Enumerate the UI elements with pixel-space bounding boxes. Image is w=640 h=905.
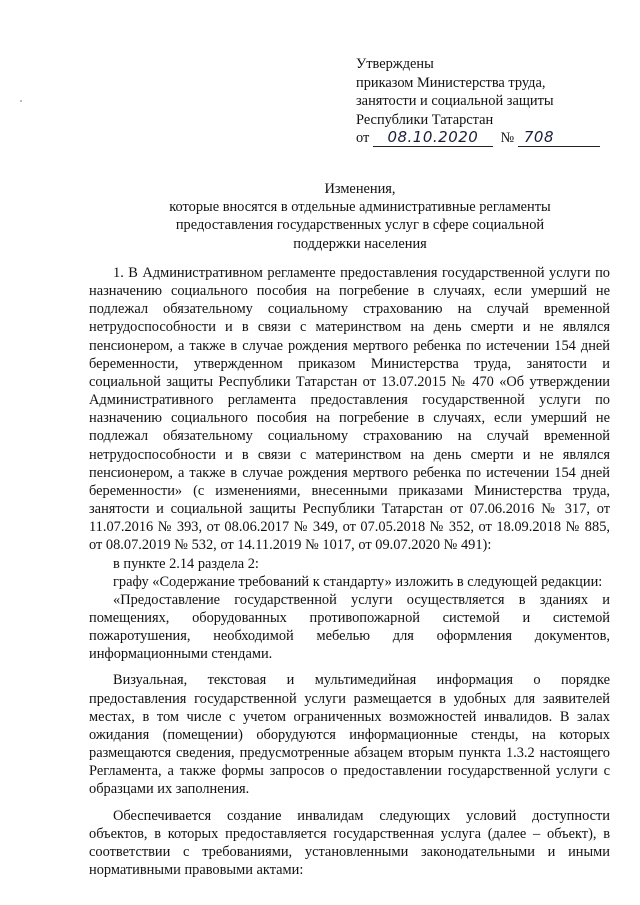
title-line: Изменения, (324, 181, 396, 197)
approval-line: Республики Татарстан (356, 111, 494, 128)
approval-stamp-block (356, 55, 616, 148)
document-title (0, 180, 640, 253)
paragraph-2: в пункте 2.14 раздела 2: (113, 555, 259, 572)
paragraph-6: Обеспечивается создание инвалидам следующих условий доступности объектов, в которых предоставляется государственная услуга (далее – объект), в соответствии с требованиями, установленными законодательными и иными нормативными правовыми актами: (89, 807, 610, 878)
paragraph-1: 1. В Административном регламенте предоставления государственной услуги по назначению социального пособия на погребение в случаях, если умерший не подлежал обязательному социальному страхованию на случай временной нетрудоспособности и в связи с материнством на день смерти и не являлся пенсионером, а также в случае рождения мертвого ребенка по истечении 154 дней беременности, утвержденном приказом Министерства труда, занятости и социальной защиты Республики Татарстан от 13.07.2015 № 470 «Об утверждении Административного регламента предоставления государственной услуги по назначению социального пособия на погребение в случаях, если умерший не подлежал обязательному социальному страхованию на случай временной нетрудоспособности и в связи с материнством на день смерти и не являлся пенсионером, а также в случае рождения мертвого ребенка по истечении 154 дней беременности» (с изменениями, внесенными приказами Министерства труда, занятости и социальной защиты Республики Татарстан от 07.06.2016 № 317, от 11.07.2016 № 393, от 08.06.2017 № 349, от 07.05.2018 № 352, от 18.09.2018 № 885, от 08.07.2019 № 532, от 14.11.2019 № 1017, от 09.07.2020 № 491): (89, 265, 610, 554)
approval-date-number-line (356, 129, 616, 148)
date-handwritten-field (373, 129, 493, 147)
paragraph-5: Визуальная, текстовая и мультимедийная информация о порядке предоставления государственной услуги размещается в удобных для заявителей местах, в том числе с учетом ограниченных возможностей инвалидов. В залах ожидания (помещении) оборудуются информационные стенды, на которых размещаются сведения, предусмотренные абзацем вторым пункта 1.3.2 настоящего Регламента, а также формы запросов о предоставлении государственной услуги с образцами их заполнения. (89, 672, 610, 798)
approval-line: приказом Министерства труда, (356, 74, 546, 91)
from-label: от (356, 130, 370, 146)
approval-line: занятости и социальной защиты (356, 93, 554, 109)
number-label: № (500, 130, 515, 146)
title-line: предоставления государственных услуг в сфере социальной (175, 217, 545, 234)
handwritten-date: 08.10.2020 (387, 128, 479, 146)
title-line: поддержки населения (293, 235, 427, 252)
number-handwritten-field (518, 129, 600, 147)
scan-speck (20, 100, 22, 102)
document-body (89, 264, 610, 879)
handwritten-number: 708 (523, 128, 554, 146)
paragraph-3: графу «Содержание требований к стандарту» изложить в следующей редакции: (113, 573, 603, 590)
paragraph-4: «Предоставление государственной услуги осуществляется в зданиях и помещениях, оборудованных противопожарной системой и системой пожаротушения, необходимой мебелью для оформления документов, информационными стендами. (89, 591, 610, 663)
approval-line: Утверждены (356, 56, 434, 72)
title-line: которые вносятся в отдельные административные регламенты (169, 199, 551, 216)
